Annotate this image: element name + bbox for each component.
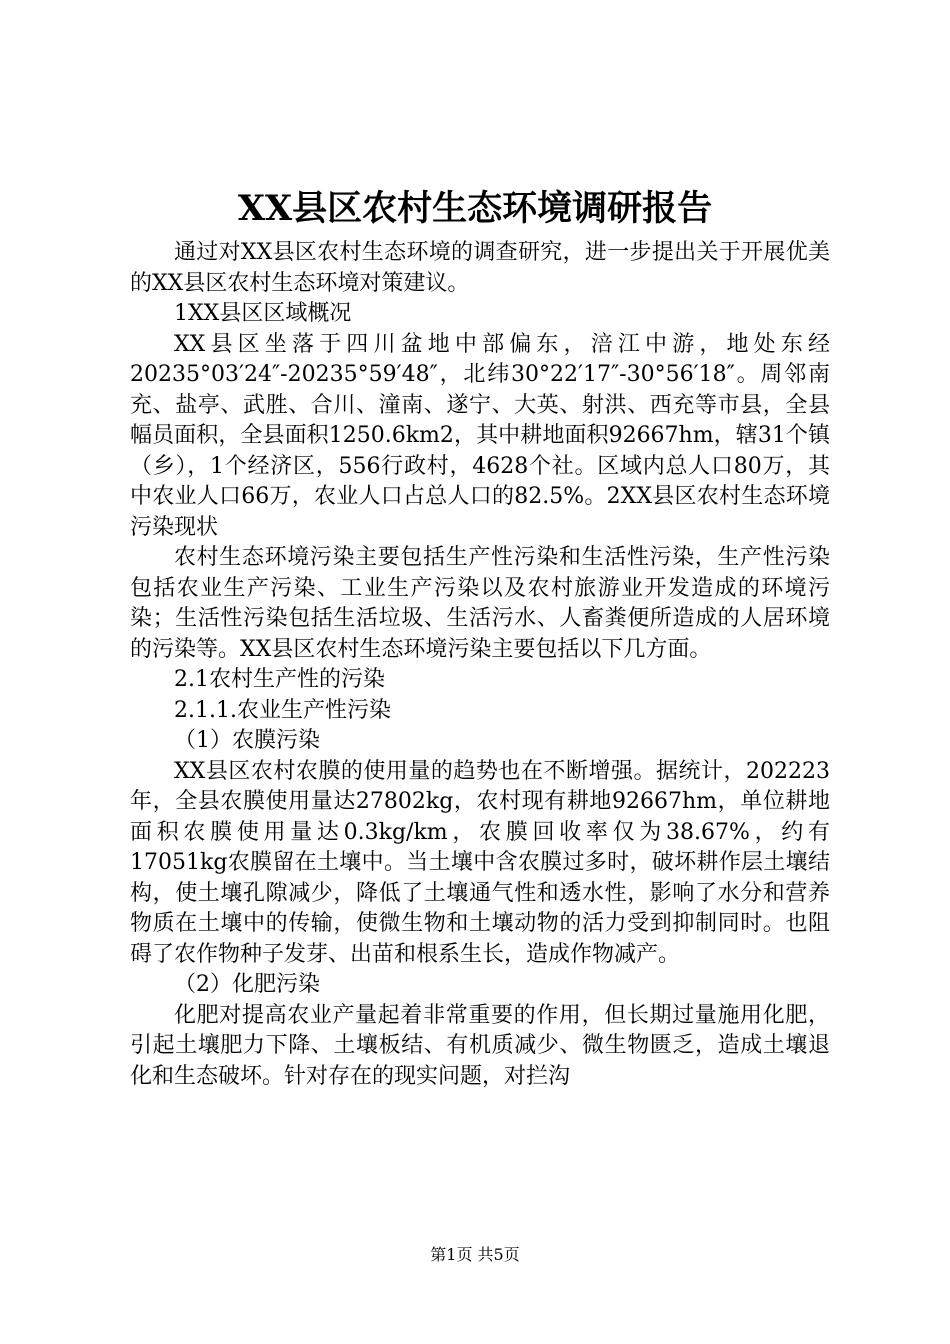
heading-section-1: 1XX县区区域概况	[174, 301, 352, 326]
heading-section-2-1: 2.1农村生产性的污染	[174, 667, 385, 692]
document-title: XX县区农村生态环境调研报告	[237, 188, 713, 229]
heading-section-2-1-1: 2.1.1.农业生产性污染	[174, 697, 391, 723]
document-body	[130, 238, 830, 1092]
heading-fertilizer-pollution: （2）化肥污染	[174, 972, 320, 997]
paragraph-overview: XX县区坐落于四川盆地中部偏东，涪江中游，地处东经20235°03′24″-20235°59′48″，北纬30°22′17″-30°56′18″。周邻南充、盐亭、武胜、合川、潼南、遂宁、大英、射洪、西充等市县，全县幅员面积，全县面积1250.6km2，其中耕地面积92667hm，辖31个镇（乡），1个经济区，556行政村，4628个社。区域内总人口80万，其中农业人口66万，农业人口占总人口的82.5%。2XX县区农村生态环境污染现状	[130, 331, 830, 540]
page-footer: 第1页 共5页	[430, 1245, 520, 1264]
paragraph-fertilizer-pollution: 化肥对提高农业产量起着非常重要的作用，但长期过量施用化肥，引起土壤肥力下降、土壤板结、有机质减少、微生物匮乏，造成土壤退化和生态破坏。针对存在的现实问题，对拦沟	[130, 1002, 830, 1089]
heading-film-pollution: （1）农膜污染	[174, 728, 320, 753]
paragraph-intro: 通过对XX县区农村生态环境的调查研究，进一步提出关于开展优美的XX县区农村生态环境对策建议。	[130, 240, 830, 296]
paragraph-film-pollution: XX县区农村农膜的使用量的趋势也在不断增强。据统计，202223年，全县农膜使用量达27802kg，农村现有耕地92667hm，单位耕地面积农膜使用量达0.3kg/km，农膜回收率仅为38.67%，约有17051kg农膜留在土壤中。当土壤中含农膜过多时，破坏耕作层土壤结构，使土壤孔隙减少，降低了土壤通气性和透水性，影响了水分和营养物质在土壤中的传输，使微生物和土壤动物的活力受到抑制同时。也阻碍了农作物种子发芽、出苗和根系生长，造成作物减产。	[130, 758, 830, 967]
paragraph-pollution-status: 农村生态环境污染主要包括生产性污染和生活性污染，生产性污染包括农业生产污染、工业生产污染以及农村旅游业开发造成的环境污染；生活性污染包括生活垃圾、生活污水、人畜粪便所造成的人居环境的污染等。XX县区农村生态环境污染主要包括以下几方面。	[130, 545, 830, 662]
